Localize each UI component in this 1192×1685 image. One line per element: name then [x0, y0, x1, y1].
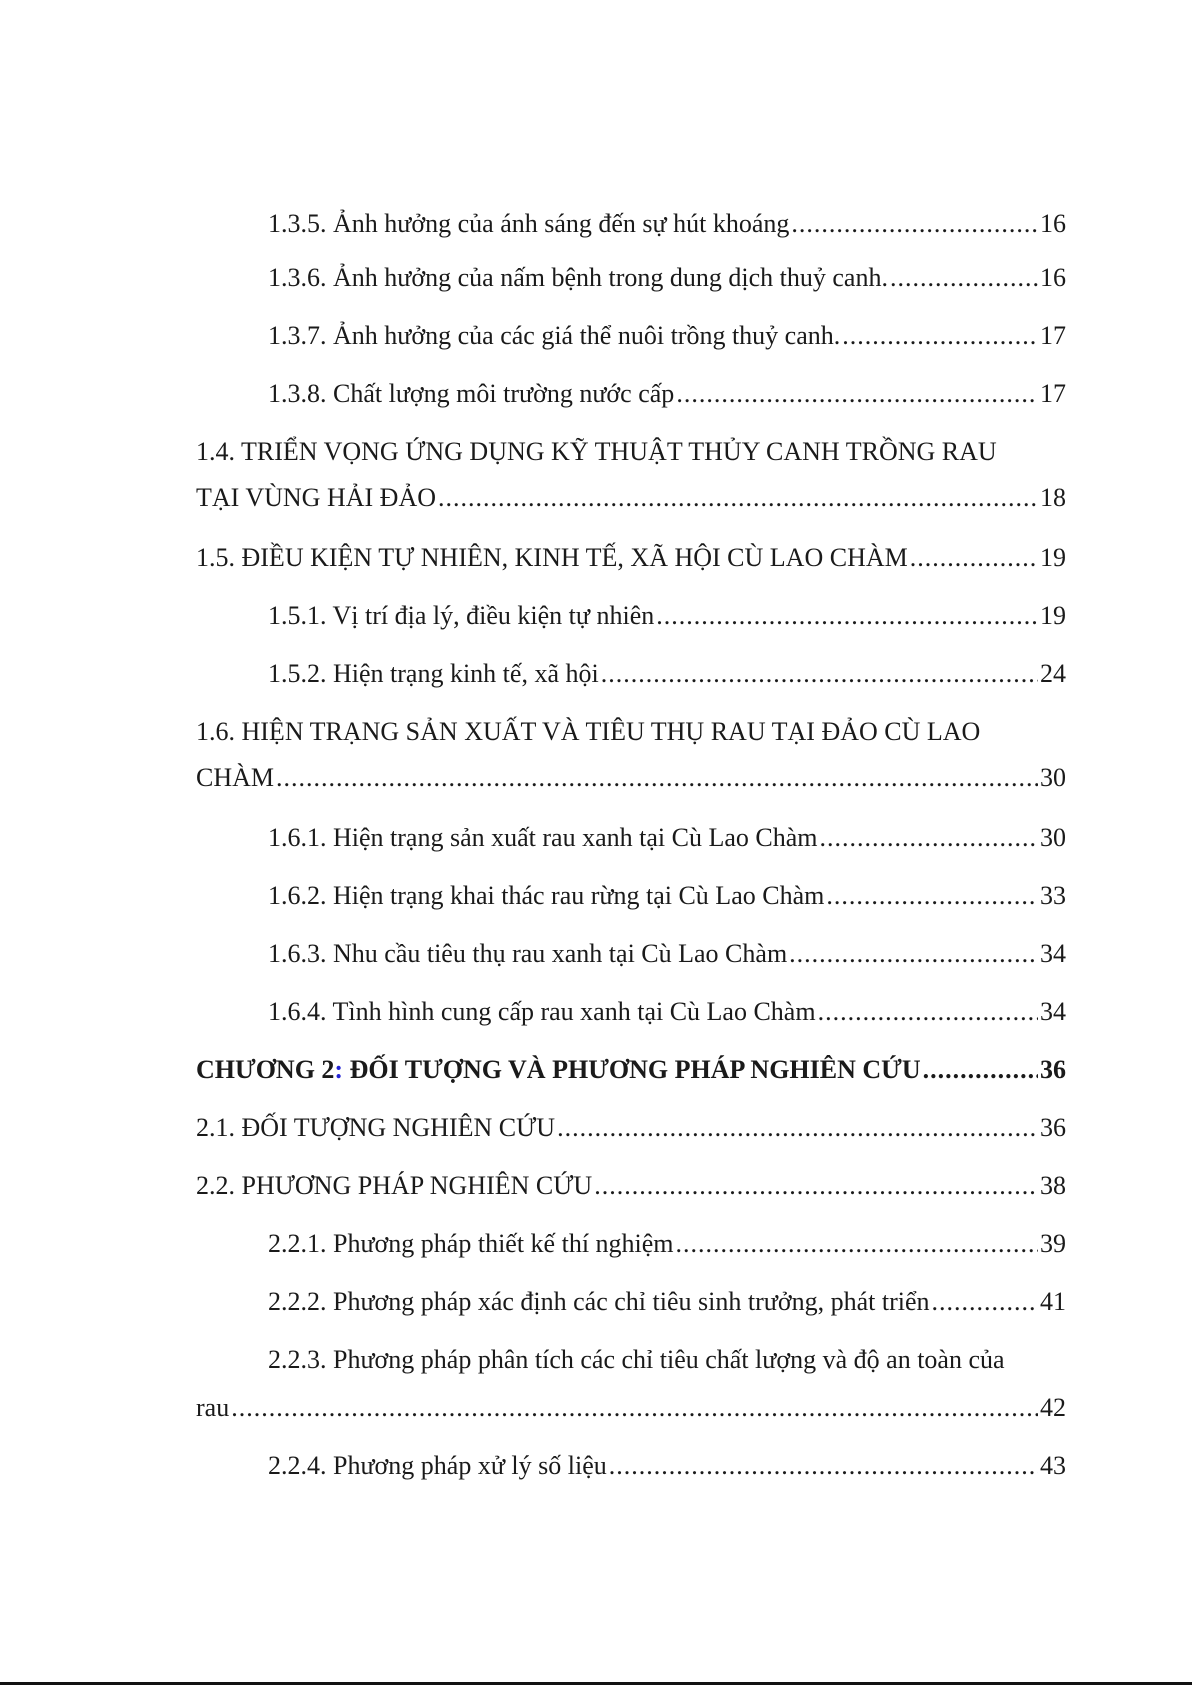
toc-page-number: 17 [1040, 321, 1066, 350]
toc-chapter-title [196, 1055, 921, 1085]
toc-entry-title: 1.3.7. Ảnh hưởng của các giá thể nuôi trồng thuỷ canh. [268, 321, 841, 350]
toc-entry-1-5-2[interactable] [268, 659, 1066, 689]
toc-page-number: 34 [1040, 939, 1066, 968]
toc-page-number: 36 [1040, 1055, 1066, 1084]
toc-entry-title: 1.5.1. Vị trí địa lý, điều kiện tự nhiên [268, 601, 655, 630]
dot-leader [676, 379, 1038, 409]
dot-leader [842, 321, 1038, 351]
toc-page-number: 38 [1040, 1171, 1066, 1200]
dot-leader [932, 1287, 1039, 1317]
toc-entry-title-line-2: CHÀM [196, 763, 275, 792]
toc-entry-title: 1.5.2. Hiện trạng kinh tế, xã hội [268, 659, 599, 688]
toc-entry-1-6-3[interactable] [268, 939, 1066, 969]
toc-page-number: 18 [1040, 483, 1066, 512]
dot-leader [557, 1113, 1038, 1143]
toc-page-number: 41 [1040, 1287, 1066, 1316]
dot-leader [789, 939, 1038, 969]
dot-leader [923, 1055, 1038, 1085]
toc-entry-1-6-4[interactable] [268, 997, 1066, 1027]
toc-entry-title-line-2: TẠI VÙNG HẢI ĐẢO [196, 483, 436, 512]
toc-entry-title: 2.2.2. Phương pháp xác định các chỉ tiêu sinh trưởng, phát triển [268, 1287, 930, 1316]
toc-entry-title: 1.3.6. Ảnh hưởng của nấm bệnh trong dung dịch thuỷ canh. [268, 263, 888, 292]
toc-entry-title: 1.3.8. Chất lượng môi trường nước cấp [268, 379, 675, 408]
toc-entry-title: 1.6.1. Hiện trạng sản xuất rau xanh tại Cù Lao Chàm [268, 823, 818, 852]
toc-page-number: 39 [1040, 1229, 1066, 1258]
toc-entry-title-line-1: 1.4. TRIỂN VỌNG ỨNG DỤNG KỸ THUẬT THỦY CANH TRỒNG RAU [196, 437, 997, 466]
toc-page-number: 16 [1040, 263, 1066, 292]
chapter-prefix: CHƯƠNG 2 [196, 1055, 335, 1084]
toc-page-number: 36 [1040, 1113, 1066, 1142]
dot-leader [438, 483, 1038, 513]
dot-leader [791, 209, 1038, 239]
dot-leader [656, 601, 1038, 631]
toc-entry-title: 1.6.4. Tình hình cung cấp rau xanh tại Cù Lao Chàm [268, 997, 816, 1026]
dot-leader [819, 823, 1038, 853]
dot-leader [676, 1229, 1038, 1259]
toc-entry-title: 1.6.3. Nhu cầu tiêu thụ rau xanh tại Cù Lao Chàm [268, 939, 788, 968]
dot-leader [594, 1171, 1038, 1201]
dot-leader [276, 763, 1038, 793]
toc-entry-2-1[interactable] [196, 1113, 1066, 1143]
toc-entry-1-5-1[interactable] [268, 601, 1066, 631]
toc-entry-1-6-1[interactable] [268, 823, 1066, 853]
toc-entry-2-2-1[interactable] [268, 1229, 1066, 1259]
toc-entry-1-3-8[interactable] [268, 379, 1066, 409]
toc-entry-title: 2.2. PHƯƠNG PHÁP NGHIÊN CỨU [196, 1171, 593, 1200]
toc-page-number: 19 [1040, 601, 1066, 630]
chapter-colon: : [334, 1055, 344, 1084]
toc-entry-2-2-4[interactable] [268, 1451, 1066, 1481]
toc-entry-title-line-1: 2.2.3. Phương pháp phân tích các chỉ tiêu chất lượng và độ an toàn của [268, 1345, 1005, 1374]
toc-page-number: 42 [1040, 1393, 1066, 1422]
toc-entry-title: 2.2.1. Phương pháp thiết kế thí nghiệm [268, 1229, 674, 1258]
toc-entry-2-2[interactable] [196, 1171, 1066, 1201]
toc-entry-1-3-7[interactable] [268, 321, 1066, 351]
dot-leader [818, 997, 1038, 1027]
toc-entry-1-4[interactable] [196, 437, 1066, 513]
toc-page-number: 30 [1040, 763, 1066, 792]
toc-page-number: 16 [1040, 209, 1066, 238]
toc-entry-chapter-2[interactable] [196, 1055, 1066, 1085]
toc-entry-1-3-5[interactable] [268, 209, 1066, 239]
toc-page-number: 24 [1040, 659, 1066, 688]
toc-page-number: 33 [1040, 881, 1066, 910]
dot-leader [910, 543, 1038, 573]
dot-leader [609, 1451, 1038, 1481]
dot-leader [890, 263, 1038, 293]
toc-entry-title-line-2: rau [196, 1393, 230, 1422]
dot-leader [601, 659, 1038, 689]
toc-entry-1-5[interactable] [196, 543, 1066, 573]
chapter-title-text: ĐỐI TƯỢNG VÀ PHƯƠNG PHÁP NGHIÊN CỨU [343, 1055, 921, 1084]
toc-entry-1-3-6[interactable] [268, 263, 1066, 293]
dot-leader [231, 1393, 1038, 1423]
toc-entry-1-6[interactable] [196, 717, 1066, 793]
toc-entry-title-line-1: 1.6. HIỆN TRẠNG SẢN XUẤT VÀ TIÊU THỤ RAU TẠI ĐẢO CÙ LAO [196, 717, 981, 746]
toc-entry-title: 2.2.4. Phương pháp xử lý số liệu [268, 1451, 607, 1480]
toc-entry-title: 1.3.5. Ảnh hưởng của ánh sáng đến sự hút khoáng [268, 209, 790, 238]
toc-page-number: 34 [1040, 997, 1066, 1026]
toc-entry-2-2-2[interactable] [268, 1287, 1066, 1317]
dot-leader [826, 881, 1038, 911]
toc-page-number: 30 [1040, 823, 1066, 852]
toc-entry-title: 2.1. ĐỐI TƯỢNG NGHIÊN CỨU [196, 1113, 556, 1142]
toc-page-number: 17 [1040, 379, 1066, 408]
toc-entry-2-2-3[interactable] [196, 1345, 1066, 1423]
toc-page-number: 43 [1040, 1451, 1066, 1480]
toc-entry-title: 1.6.2. Hiện trạng khai thác rau rừng tại Cù Lao Chàm [268, 881, 825, 910]
toc-page-number: 19 [1040, 543, 1066, 572]
toc-entry-1-6-2[interactable] [268, 881, 1066, 911]
toc-entry-title: 1.5. ĐIỀU KIỆN TỰ NHIÊN, KINH TẾ, XÃ HỘI CÙ LAO CHÀM [196, 543, 908, 572]
